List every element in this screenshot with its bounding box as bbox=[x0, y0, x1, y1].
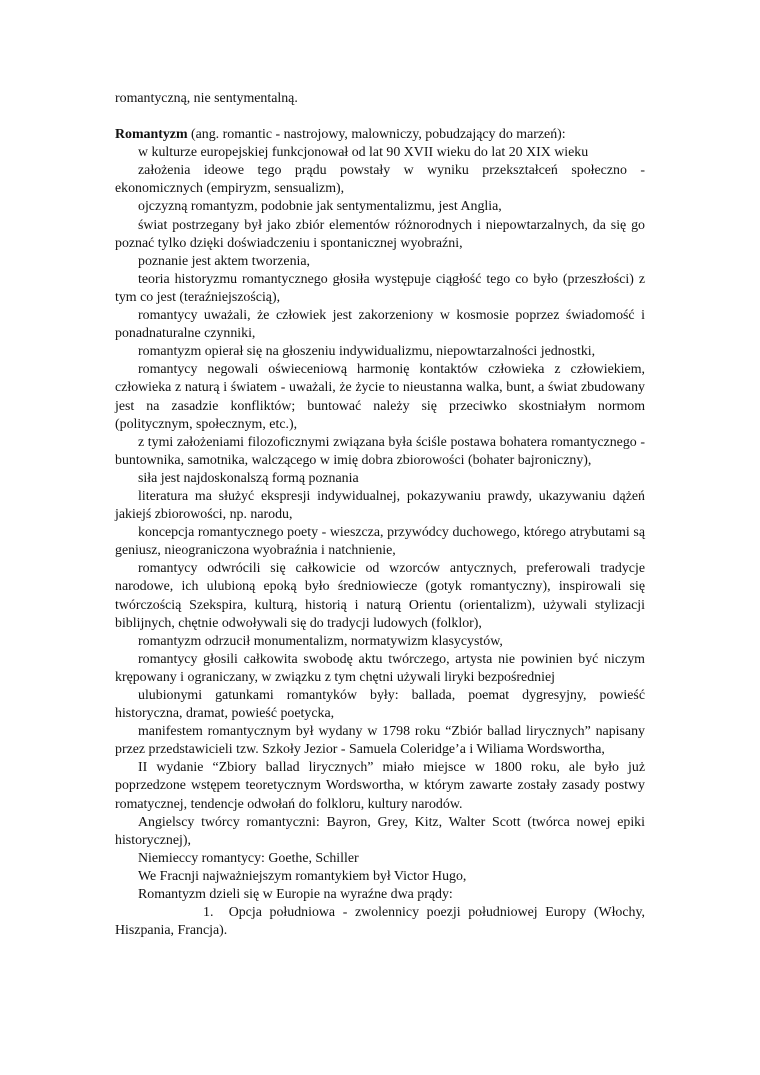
paragraph: Angielscy twórcy romantyczni: Bayron, Grey, Kitz, Walter Scott (twórca nowej epiki historycznej), bbox=[115, 814, 645, 848]
paragraph: z tymi założeniami filozoficznymi związana była ściśle postawa bohatera romantycznego - buntownika, samotnika, walczącego w imię dobra zbiorowości (bohater bajroniczny), bbox=[115, 434, 645, 468]
section-heading bbox=[115, 126, 645, 144]
heading-definition: (ang. romantic - nastrojowy, malowniczy, pobudzający do marzeń): bbox=[187, 127, 566, 143]
document-page bbox=[115, 90, 645, 940]
paragraph: romantyzm opierał się na głoszeniu indywidualizmu, niepowtarzalności jednostki, bbox=[138, 344, 596, 360]
numbered-list-item bbox=[115, 904, 645, 940]
paragraph: manifestem romantycznym był wydany w 1798 roku “Zbiór ballad lirycznych” napisany przez przedstawicieli tzw. Szkoły Jezior - Samuela Coleridge’a i Wiliama Wordswortha, bbox=[115, 724, 645, 758]
paragraph: romantycy uważali, że człowiek jest zakorzeniony w kosmosie poprzez świadomość i ponadnaturalne czynniki, bbox=[115, 308, 645, 342]
paragraph: romantycy negowali oświeceniową harmonię kontaktów człowieka z człowiekiem, człowieka z naturą i światem - uważali, że życie to nieustanna walka, bunt, a świat zbudowany jest na zasadzie konfliktów; buntować należy się przeciwko skostniałym normom (politycznym, społecznym, etc.), bbox=[115, 362, 645, 432]
paragraph: romantycy głosili całkowita swobodę aktu twórczego, artysta nie powinien być niczym krępowany i ograniczany, w związku z tym chętni używali liryki bezpośredniej bbox=[115, 651, 645, 685]
paragraph: w kulturze europejskiej funkcjonował od lat 90 XVII wieku do lat 20 XIX wieku bbox=[138, 145, 589, 161]
paragraph: siła jest najdoskonalszą formą poznania bbox=[138, 470, 359, 486]
paragraph: koncepcja romantycznego poety - wieszcza, przywódcy duchowego, którego atrybutami są geniusz, nieograniczona wyobraźnia i natchnienie, bbox=[115, 525, 645, 559]
paragraph: romantycy odwrócili się całkowicie od wzorców antycznych, preferowali tradycje narodowe, ich ulubioną epoką było średniowiecze (gotyk romantyczny), inspirowali się twórczością Szekspira, kulturą, historią i naturą Orientu (orientalizm), używali stylizacji biblijnych, chętnie odwoływali się do tradycji ludowych (folklor), bbox=[115, 561, 645, 631]
list-number: 1. bbox=[203, 905, 214, 921]
paragraph: świat postrzegany był jako zbiór elementów różnorodnych i niepowtarzalnych, da się go poznać tylko dzięki doświadczeniu i spontanicznej wyobraźni, bbox=[115, 217, 645, 251]
paragraph: II wydanie “Zbiory ballad lirycznych” miało miejsce w 1800 roku, ale było już poprzedzone wstępem teoretycznym Wordswortha, w którym zawarte zostały zasady postwy romatycznej, tendencje odwołań do folkloru, kultury narodów. bbox=[115, 760, 645, 812]
heading-term: Romantyzm bbox=[115, 127, 188, 143]
list-text: Opcja południowa - zwolennicy poezji południowej Europy (Włochy, Hiszpania, Francja). bbox=[115, 905, 645, 939]
paragraph: ojczyzną romantyzm, podobnie jak sentymentalizmu, jest Anglia, bbox=[138, 199, 502, 215]
paragraph: romantyzm odrzucił monumentalizm, normatywizm klasycystów, bbox=[138, 633, 503, 649]
paragraph: ulubionymi gatunkami romantyków były: ballada, poemat dygresyjny, powieść historyczna, dramat, powieść poetycka, bbox=[115, 688, 645, 722]
intro-line: romantyczną, nie sentymentalną. bbox=[115, 91, 298, 106]
paragraph: We Fracnji najważniejszym romantykiem był Victor Hugo, bbox=[138, 868, 467, 884]
paragraph: literatura ma służyć ekspresji indywidualnej, pokazywaniu prawdy, ukazywaniu dążeń jakiejś zbiorowości, np. narodu, bbox=[115, 488, 645, 523]
paragraph: Romantyzm dzieli się w Europie na wyraźne dwa prądy: bbox=[138, 887, 453, 903]
paragraph: teoria historyzmu romantycznego głosiła występuje ciągłość tego co było (przeszłości) z tym co jest (teraźniejszością), bbox=[115, 271, 645, 305]
paragraph: założenia ideowe tego prądu powstały w wyniku przekształceń społeczno - ekonomicznych (empiryzm, sensualizm), bbox=[115, 163, 645, 197]
paragraph: Niemieccy romantycy: Goethe, Schiller bbox=[138, 850, 359, 866]
paragraph: poznanie jest aktem tworzenia, bbox=[138, 253, 311, 269]
